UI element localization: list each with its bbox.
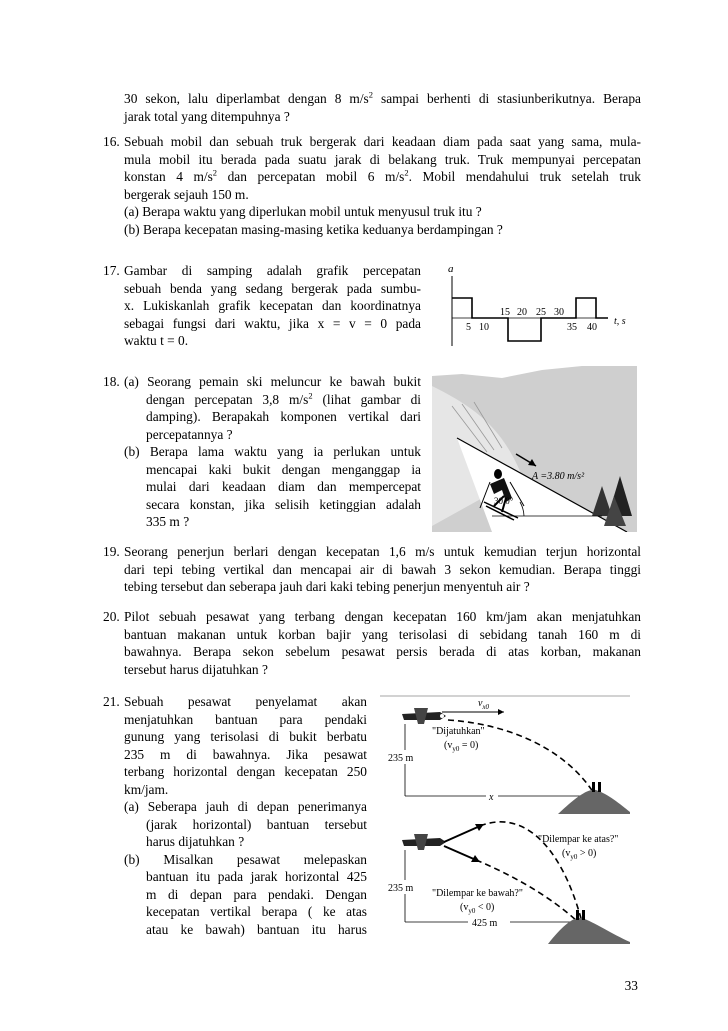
acceleration-label: A =3.80 m/s² — [532, 471, 585, 482]
svg-text:35: 35 — [567, 322, 577, 333]
skier-figure — [432, 366, 637, 532]
svg-text:10: 10 — [479, 322, 489, 333]
graph-x-label: t, s — [614, 316, 626, 327]
top-caption: "Dijatuhkan" — [432, 726, 485, 737]
svg-text:20: 20 — [517, 307, 527, 318]
svg-text:5: 5 — [466, 322, 471, 333]
graph-upper-ticks — [500, 307, 564, 318]
distance-label: 425 m — [472, 918, 498, 929]
rescue-plane-figure — [380, 690, 630, 950]
angle-label: 30.0° — [494, 496, 514, 506]
q18-text: (a) Seorang pemain ski meluncur ke bawah bukit dengan percepatan 3,8 $m/s^2$ (lihat gambar di damping). Berapakah komponen vertikal dari percepatannya ? (b) Berapa lama waktu yang ia perlukan untuk mencapai kaki bukit dengan menganggap ia mulai dari keadaan diam dan mempercepat secara konstan, jika selisih ketinggian adalah 335 m ? — [124, 374, 421, 529]
svg-text:25: 25 — [536, 307, 546, 318]
q19-text: Seorang penerjun berlari dengan kecepatan 1,6 m/s untuk kemudian terjun horizontal dari tepi tebing vertikal dan mencapai air di bawah 3 sekon kemudian. Berapa tinggi tebing tersebut dan seberapa jauh dari kaki tebing penerjun menyentuh air ? — [124, 544, 641, 594]
up-caption: "Dilempar ke atas?" — [538, 834, 619, 845]
top-x-label: x — [489, 792, 494, 803]
q16-text: Sebuah mobil dan sebuah truk bergerak dari keadaan diam pada saat yang sama, mula- mula mobil itu berada pada suatu jarak di belakang truk. Truk mempunyai percepatan konstan 4 $m/s^2$ dan percepatan mobil 6 $m/s^2$. Mobil mendahului truk setelah truk bergerak sejauh 150 m. (a) Berapa waktu yang diperlukan mobil untuk menyusul truk itu ? (b) Berapa kecepatan masing-masing ketika keduanya berdampingan ? — [124, 134, 641, 237]
graph-y-label: a — [448, 263, 454, 275]
down-caption: "Dilempar ke bawah?" — [432, 888, 523, 899]
acceleration-graph — [432, 258, 638, 350]
bottom-hill-icon — [548, 910, 630, 944]
svg-text:40: 40 — [587, 322, 597, 333]
acceleration-curve — [452, 298, 608, 341]
down-condition: $(v_{y0} < 0)$ — [460, 902, 495, 915]
intro-line-2: jarak total yang ditempuhnya ? — [124, 108, 290, 124]
q21-text: Sebuah pesawat penyelamat akan menjatuhkan bantuan para pendaki gunung yang terisolasi di bukit berbatu 235 m di bawahnya. Jika pesawat terbang horizontal dengan kecepatan 250 km/jam. (a) Seberapa jauh di depan penerimanya (jarak horizontal) bantuan tersebut harus dijatuhkan ? (b) Misalkan pesawat melepaskan bantuan itu pada jarak horizontal 425 m di depan para pendaki. Dengan kecepatan vertikal berapa ( ke atas atau ke bawah) bantuan itu harus — [124, 694, 367, 937]
q16-number: 16. — [103, 134, 120, 149]
top-velocity-arrowhead — [498, 709, 504, 715]
plane-bottom-icon — [402, 834, 446, 850]
top-height-label: 235 m — [388, 753, 414, 764]
up-throw-arrow — [444, 826, 480, 842]
q17-text: Gambar di samping adalah grafik percepatan sebuah benda yang sedang bergerak pada sumbu- x. Lukiskanlah grafik kecepatan dan koordinatnya sebagai fungsi dari waktu, jika x = v = 0 pada waktu t = 0. — [124, 263, 421, 348]
q21-number: 21. — [103, 694, 120, 709]
page-number: 33 — [624, 978, 638, 993]
plane-top-icon — [402, 708, 446, 724]
q20-number: 20. — [103, 609, 120, 624]
bottom-height-label: 235 m — [388, 883, 414, 894]
intro-line-1: 30 sekon, lalu diperlambat dengan 8 $m/s^2$ sampai berhenti di stasiunberikutnya. Berapa — [124, 89, 641, 106]
svg-text:15: 15 — [500, 307, 510, 318]
q19-number: 19. — [103, 544, 120, 559]
up-condition: $(v_{y0} > 0)$ — [562, 848, 597, 861]
intro-paragraph — [124, 90, 641, 125]
top-hill-icon — [558, 782, 630, 814]
top-velocity-label: $v_{x0}$ — [478, 698, 490, 711]
q17-number: 17. — [103, 263, 120, 278]
q20-text: Pilot sebuah pesawat yang terbang dengan kecepatan 160 km/jam akan menjatuhkan bantuan makanan untuk korban bajir yang terisolasi di sebidang tanah 160 m di bawahnya. Berapa sekon sebelum pesawat persis berada di atas korban, makanan tersebut harus dijatuhkan ? — [124, 609, 641, 677]
down-throw-arrow — [444, 846, 476, 860]
svg-text:30: 30 — [554, 307, 564, 318]
graph-lower-ticks — [466, 322, 597, 333]
top-condition: $(v_{y0} = 0)$ — [444, 740, 479, 753]
q18-number: 18. — [103, 374, 120, 389]
